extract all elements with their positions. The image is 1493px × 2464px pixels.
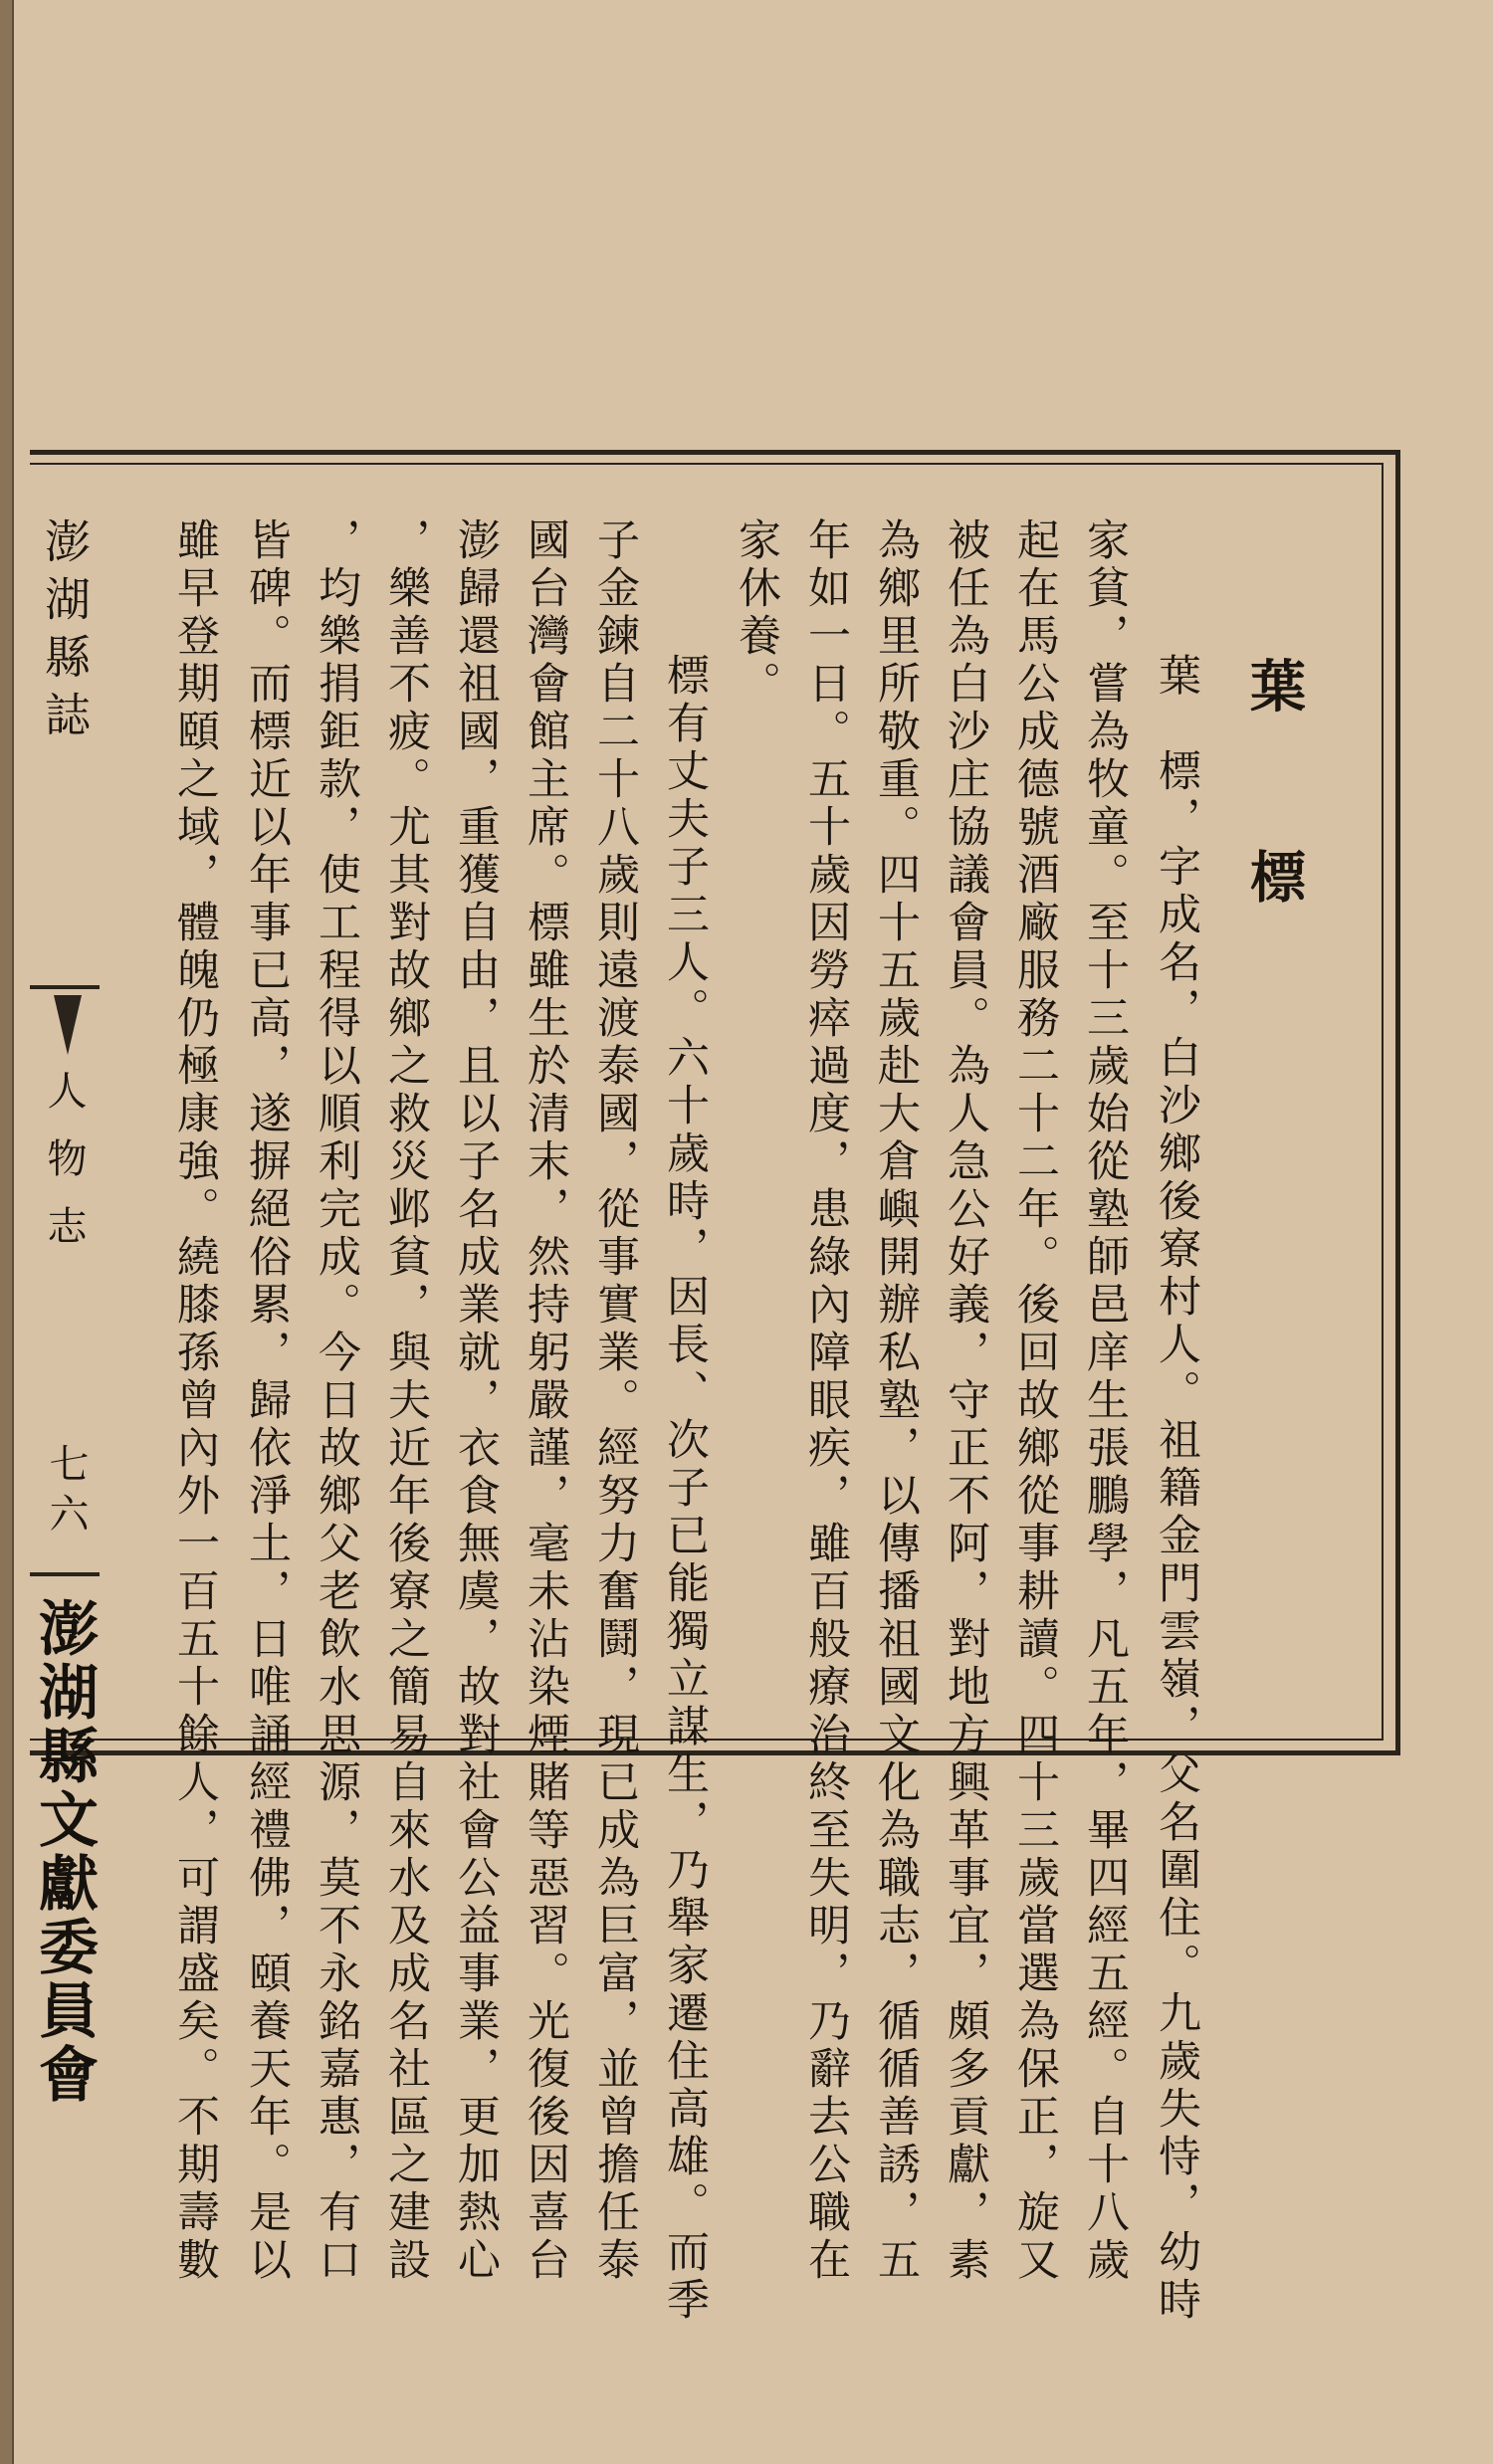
body-column-1: 葉 標，字成名，白沙鄉後寮村人。祖籍金門雲嶺，父名圍住。九歲失恃，幼時 [1152, 605, 1201, 2325]
body-column-9: 子金鍊自二十八歲則遠渡泰國，從事實業。經努力奮鬪，現已成為巨富，並曾擔任泰 [590, 517, 640, 2285]
entry-title: 葉 標 [1241, 657, 1307, 943]
body-column-6: 年如一日。五十歲因勞瘁過度，患綠內障眼疾，雖百般療治終至失明，乃辭去公職在 [801, 517, 851, 2285]
body-column-7: 家休養。 [732, 517, 781, 709]
body-column-13: ，均樂捐鉅款，使工程得以順利完成。今日故鄉父老飲水思源，莫不永銘嘉惠，有口 [312, 517, 361, 2285]
body-column-5: 為鄉里所敬重。四十五歲赴大倉嶼開辦私塾，以傳播祖國文化為職志，循循善誘，五 [871, 517, 921, 2285]
chapter-marker-icon [54, 995, 82, 1055]
body-column-2: 家貧，嘗為牧童。至十三歲始從塾師邑庠生張鵬學，凡五年，畢四經五經。自十八歲 [1080, 517, 1130, 2285]
publisher-separator-line [30, 1572, 100, 1576]
body-column-10: 國台灣會館主席。標雖生於清末，然持躬嚴謹，毫未沾染煙賭等惡習。光復後因喜台 [521, 517, 570, 2285]
body-column-15: 雖早登期頤之域，體魄仍極康強。繞膝孫曾內外一百五十餘人，可謂盛矣。不期壽數 [170, 517, 220, 2285]
chapter-label: 人物志 [41, 1070, 87, 1273]
body-column-8: 標有丈夫子三人。六十歲時，因長、次子已能獨立謀生，乃舉家遷住高雄。而季 [660, 605, 710, 2325]
page-number: 七六 [43, 1443, 89, 1542]
chapter-separator-line [30, 985, 100, 989]
publisher-name: 澎湖縣文獻委員會 [29, 1597, 99, 2107]
binding-edge [0, 0, 14, 2464]
body-column-4: 被任為白沙庄協議會員。為人急公好義，守正不阿，對地方興革事宜，頗多貢獻，素 [941, 517, 990, 2285]
book-title: 澎湖縣誌 [38, 517, 92, 748]
body-column-11: 澎歸還祖國，重獲自由，且以子名成業就，衣食無虞，故對社會公益事業，更加熱心 [451, 517, 501, 2285]
body-column-14: 皆碑。而標近以年事已高，遂摒絕俗累，歸依淨土，日唯誦經禮佛，頤養天年。是以 [242, 517, 292, 2285]
body-column-12: ，樂善不疲。尤其對故鄉之救災邺貧，與夫近年後寮之簡易自來水及成名社區之建設 [381, 517, 431, 2285]
body-column-3: 起在馬公成德號酒廠服務二十二年。後回故鄉從事耕讀。四十三歲當選為保正，旋又 [1010, 517, 1060, 2285]
